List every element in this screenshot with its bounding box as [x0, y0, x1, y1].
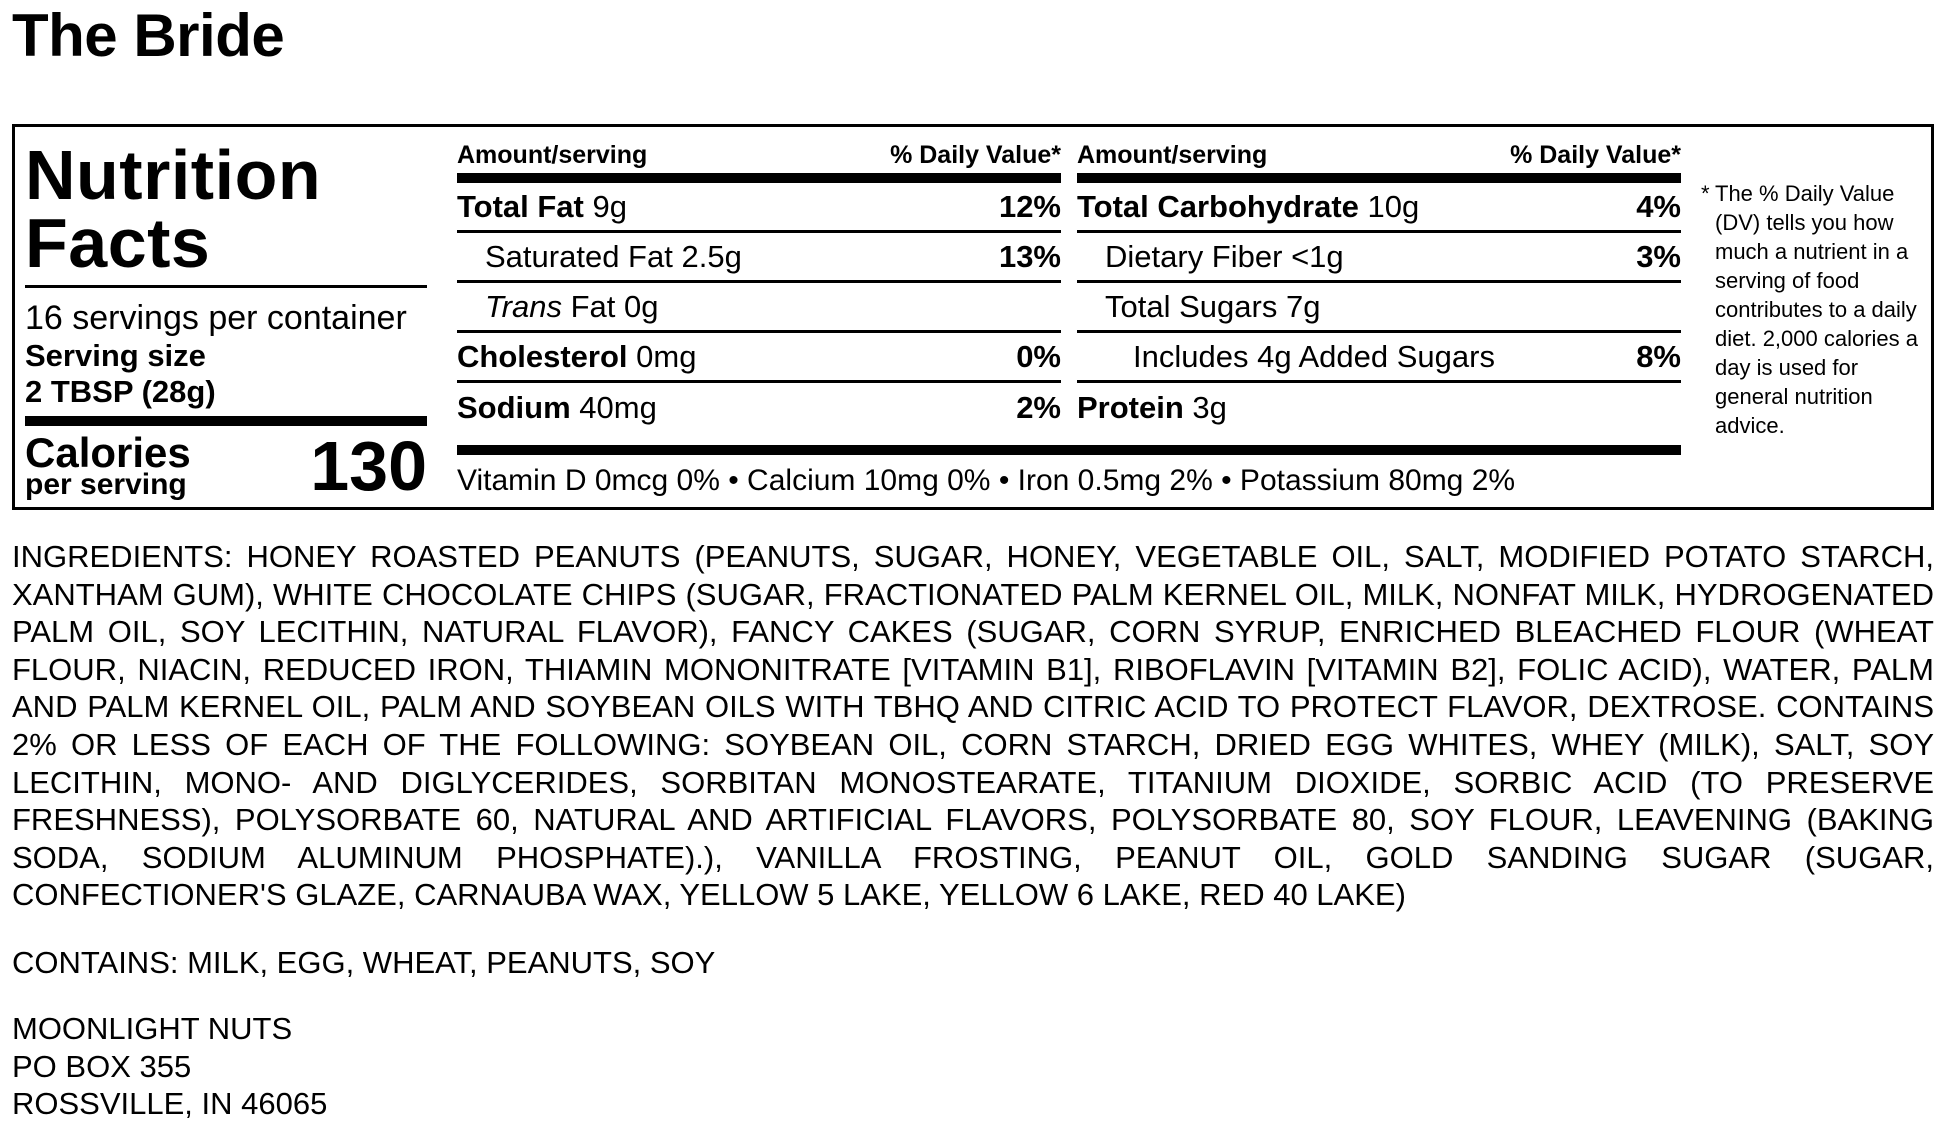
nutrition-left-panel [25, 135, 427, 504]
serving-size-label: Serving size [25, 338, 206, 373]
nutrition-facts-heading [25, 136, 427, 282]
calories-label: Calories [25, 429, 191, 476]
product-title: The Bride [12, 2, 285, 69]
nutrient-label: Trans Fat 0g [485, 288, 659, 324]
nutrient-row-total-fat [457, 183, 1061, 233]
nutrient-label: Total Carbohydrate 10g [1077, 188, 1420, 224]
nutrient-row-added-sugars [1077, 333, 1681, 383]
thick-divider [457, 445, 1681, 455]
manufacturer-address [12, 1010, 327, 1123]
nutrient-row-trans-fat [457, 283, 1061, 333]
heading-line-2: Facts [25, 204, 211, 282]
column-header [1077, 141, 1681, 169]
heading-line-1: Nutrition [25, 136, 322, 214]
serving-size-value: 2 TBSP (28g) [25, 374, 216, 409]
daily-value-footnote [1701, 179, 1935, 440]
divider [25, 285, 427, 288]
nutrient-column-right [1077, 141, 1681, 433]
nutrient-rows [457, 183, 1061, 433]
nutrient-row-sodium [457, 383, 1061, 433]
column-header [457, 141, 1061, 169]
address-line-1: MOONLIGHT NUTS [12, 1011, 293, 1046]
nutrient-label: Dietary Fiber <1g [1105, 238, 1344, 274]
nutrient-row-saturated-fat [457, 233, 1061, 283]
footnote-asterisk: * [1701, 181, 1710, 206]
daily-value-percent: 13% [998, 238, 1061, 274]
daily-value-percent: 8% [1636, 338, 1681, 374]
daily-value-header: % Daily Value* [1510, 141, 1681, 169]
nutrient-label: Total Fat 9g [457, 188, 627, 224]
vitamins-minerals-line: Vitamin D 0mcg 0% • Calcium 10mg 0% • Iron 0.5mg 2% • Potassium 80mg 2% [457, 464, 1516, 497]
ingredients-list: INGREDIENTS: HONEY ROASTED PEANUTS (PEANUTS, SUGAR, HONEY, VEGETABLE OIL, SALT, MODIFIED POTATO STARCH, XANTHAM GUM), WHITE CHOCOLATE CHIPS (SUGAR, FRACTIONATED PALM KERNEL OIL, MILK, NONFAT MILK, HYDROGENATED PALM OIL, SOY LECITHIN, NATURAL FLAVOR), FANCY CAKES (SUGAR, CORN SYRUP, ENRICHED BLEACHED FLOUR (WHEAT FLOUR, NIACIN, REDUCED IRON, THIAMIN MONONITRATE [VITAMIN B1], RIBOFLAVIN [VITAMIN B2], FOLIC ACID), WATER, PALM AND PALM KERNEL OIL, PALM AND SOYBEAN OILS WITH TBHQ AND CITRIC ACID TO PROTECT FLAVOR, DEXTROSE. CONTAINS 2% OR LESS OF EACH OF THE FOLLOWING: SOYBEAN OIL, CORN STARCH, DRIED EGG WHITES, WHEY (MILK), SALT, SOY LECITHIN, MONO- AND DIGLYCERIDES, SORBITAN MONOSTEARATE, TITANIUM DIOXIDE, SORBIC ACID (TO PRESERVE FRESHNESS), POLYSORBATE 60, NATURAL AND ARTIFICIAL FLAVORS, POLYSORBATE 80, SOY FLOUR, LEAVENING (BAKING SODA, SODIUM ALUMINUM PHOSPHATE).), VANILLA FROSTING, PEANUT OIL, GOLD SANDING SUGAR (SUGAR, CONFECTIONER'S GLAZE, CARNAUBA WAX, YELLOW 5 LAKE, YELLOW 6 LAKE, RED 40 LAKE) [12, 539, 1934, 913]
nutrient-label: Total Sugars 7g [1105, 288, 1321, 324]
nutrient-label: Cholesterol 0mg [457, 338, 697, 374]
amount-per-serving-header: Amount/serving [457, 141, 648, 169]
amount-per-serving-header: Amount/serving [1077, 141, 1268, 169]
daily-value-percent: 12% [998, 188, 1061, 224]
calories-value: 130 [310, 427, 427, 505]
thick-divider [457, 173, 1061, 183]
nutrient-row-total-sugars [1077, 283, 1681, 333]
servings-per-container: 16 servings per container [25, 299, 407, 337]
serving-size-row [25, 374, 427, 410]
nutrient-label: Saturated Fat 2.5g [485, 238, 742, 274]
address-line-3: ROSSVILLE, IN 46065 [12, 1086, 328, 1121]
address-line-2: PO BOX 355 [12, 1048, 192, 1084]
nutrient-label: Sodium 40mg [457, 390, 657, 425]
nutrient-row-cholesterol [457, 333, 1061, 383]
daily-value-percent: 4% [1636, 188, 1681, 224]
nutrient-label: Protein 3g [1077, 390, 1227, 425]
daily-value-percent: 0% [1016, 338, 1061, 374]
daily-value-percent: 2% [1016, 390, 1061, 425]
nutrient-row-dietary-fiber [1077, 233, 1681, 283]
allergen-statement: CONTAINS: MILK, EGG, WHEAT, PEANUTS, SOY [12, 945, 716, 980]
nutrient-row-protein [1077, 383, 1681, 433]
nutrition-facts-label [12, 124, 1934, 510]
nutrient-label: Includes 4g Added Sugars [1133, 338, 1495, 374]
calories-per-serving-label: per serving [25, 468, 187, 501]
nutrient-column-left [457, 141, 1061, 433]
daily-value-percent: 3% [1636, 238, 1681, 274]
nutrient-row-total-carbohydrate [1077, 183, 1681, 233]
thick-divider [1077, 173, 1681, 183]
daily-value-header: % Daily Value* [890, 141, 1061, 169]
thick-divider [25, 416, 427, 426]
footnote-text: The % Daily Value (DV) tells you how much a nutrient in a serving of food contributes to a daily diet. 2,000 calories a day is used for general nutrition advice. [1715, 181, 1919, 438]
nutrient-rows [1077, 183, 1681, 433]
calories-row [25, 427, 427, 505]
